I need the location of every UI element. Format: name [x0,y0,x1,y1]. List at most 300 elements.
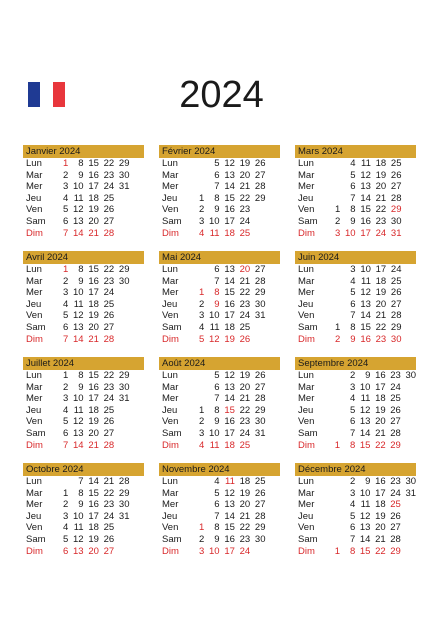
day-cell: 5 [63,310,69,322]
day-name-label: Mar [298,169,315,181]
day-cell [325,264,340,276]
day-cell: 31 [254,427,266,439]
day-cell: 19 [375,287,387,299]
day-cell [325,428,340,440]
day-cell [325,499,340,511]
day-cell: 1 [199,404,205,416]
day-cell: 23 [390,476,401,487]
day-cell: 30 [118,381,130,393]
week-day-row [23,382,144,394]
day-cell: 9 [78,275,84,287]
week-day-row [159,416,280,428]
week-day-row [23,534,144,546]
day-cell: 11 [360,393,371,405]
day-cell: 23 [103,169,115,181]
day-cell: 4 [63,404,69,416]
day-name-label: Sam [298,215,318,227]
day-cell: 9 [365,476,371,487]
day-cell [114,228,129,240]
day-cell: 3 [199,215,205,227]
day-cell: 4 [199,321,205,333]
day-cell: 23 [375,215,387,227]
week-day-row [295,334,416,346]
day-cell [325,416,340,428]
day-cell: 24 [239,310,251,322]
day-cell [250,322,265,334]
week-day-row [295,476,416,488]
day-cell: 22 [375,439,386,451]
day-cell: 14 [359,533,371,545]
day-cell: 1 [334,545,341,557]
day-cell [114,522,129,534]
day-cell: 9 [214,416,220,428]
day-cell: 8 [78,264,84,275]
day-cell: 22 [239,192,251,204]
day-cell: 27 [103,215,115,227]
day-cell: 13 [359,416,371,428]
day-cell: 23 [239,416,251,428]
day-cell: 1 [199,192,205,204]
day-cell: 19 [88,416,99,428]
day-cell: 14 [359,427,371,439]
day-cell: 4 [214,476,220,487]
day-cell: 9 [350,215,356,227]
month-block [23,463,144,557]
day-name-label: Lun [298,476,314,487]
day-name-label: Jeu [298,404,314,416]
day-cell: 28 [103,333,115,345]
day-cell: 7 [349,427,356,439]
day-cell: 1 [63,487,69,499]
week-day-row [159,334,280,346]
week-day-row [295,546,416,558]
day-cell: 8 [214,522,220,534]
month-block [159,251,280,345]
day-cell [250,440,265,452]
day-cell: 25 [103,298,115,310]
day-cell: 1 [63,370,69,381]
day-cell: 18 [88,522,99,534]
day-cell: 11 [209,321,220,333]
day-cell: 24 [103,287,115,299]
day-cell: 20 [239,169,251,181]
day-cell: 26 [254,487,266,499]
week-day-row [159,476,280,488]
day-cell: 19 [88,533,99,545]
day-cell: 9 [78,499,84,511]
day-cell: 5 [63,204,69,216]
day-cell: 25 [390,499,401,511]
day-cell: 4 [350,158,356,169]
day-cell: 30 [118,169,130,181]
day-cell: 15 [359,545,371,557]
day-name-label: Lun [298,264,314,275]
day-cell: 10 [209,215,220,227]
day-cell: 6 [63,215,69,227]
week-day-row [295,370,416,382]
day-name-label: Ven [298,416,315,428]
day-cell: 2 [63,381,69,393]
day-cell: 20 [375,416,386,428]
day-cell [250,334,265,346]
day-cell: 14 [224,393,235,405]
day-cell: 25 [390,158,402,169]
day-cell [401,405,416,417]
day-cell: 27 [254,499,266,511]
week-day-row [23,428,144,440]
day-cell [325,158,340,170]
day-cell: 26 [239,333,251,345]
day-name-label: Jeu [162,192,178,204]
day-cell: 28 [390,192,402,204]
day-name-label: Dim [26,439,43,451]
day-name-label: Dim [298,439,315,451]
week-day-row [295,488,416,500]
day-cell: 12 [224,158,235,169]
day-cell: 21 [375,192,387,204]
day-cell: 5 [214,487,220,499]
day-cell [250,216,265,228]
day-cell: 9 [350,333,356,345]
month-block [295,251,416,345]
day-cell: 21 [103,476,115,487]
day-name-label: Mer [26,393,43,405]
week-day-row [23,370,144,382]
day-cell: 9 [78,169,84,181]
day-name-label: Dim [162,439,179,451]
week-day-row [23,511,144,523]
day-cell [189,393,204,405]
day-cell [189,158,204,170]
day-cell: 3 [349,381,356,393]
month-block [295,463,416,557]
day-cell: 26 [390,404,401,416]
day-name-label: Ven [298,204,315,216]
day-cell: 31 [118,393,130,405]
day-cell: 2 [349,370,356,381]
day-name-label: Dim [162,227,179,239]
day-cell: 19 [239,487,251,499]
week-day-row [23,405,144,417]
day-cell: 18 [88,192,99,204]
day-name-label: Mer [162,287,179,299]
day-cell: 18 [375,275,387,287]
day-cell: 8 [214,404,220,416]
month-block [295,357,416,451]
week-day-row [295,511,416,523]
day-cell: 16 [224,416,235,428]
week-day-row [295,276,416,288]
day-cell: 26 [103,416,115,428]
day-cell: 5 [349,404,356,416]
day-name-label: Dim [162,545,179,557]
day-cell: 3 [63,287,69,299]
day-cell: 30 [118,499,130,511]
day-cell [114,193,129,205]
day-cell [401,440,416,452]
day-cell: 10 [360,264,371,275]
month-header: Mars 2024 [295,145,416,158]
day-cell: 24 [239,545,251,557]
day-cell [325,181,340,193]
day-cell: 16 [224,533,235,545]
day-cell: 18 [224,227,235,239]
day-cell: 1 [63,158,69,169]
day-cell: 3 [199,427,205,439]
day-cell: 10 [73,287,84,299]
day-cell: 20 [375,522,386,534]
day-name-label: Lun [26,370,42,381]
day-cell: 7 [63,333,69,345]
day-cell [325,511,340,523]
day-cell [325,488,340,500]
day-cell: 30 [390,333,402,345]
day-cell: 29 [118,370,130,381]
month-block [295,145,416,239]
day-cell: 3 [350,264,356,275]
day-cell: 31 [390,227,402,239]
week-day-row [295,181,416,193]
week-day-row [295,322,416,334]
day-cell: 8 [349,545,356,557]
day-cell: 16 [88,499,99,511]
week-day-row [295,393,416,405]
day-name-label: Mar [26,169,43,181]
day-cell: 6 [214,169,220,181]
week-day-row [23,228,144,240]
month-header: Juin 2024 [295,251,416,264]
day-cell: 10 [359,487,371,499]
week-day-row [23,276,144,288]
day-name-label: Lun [162,264,178,275]
day-cell: 7 [214,275,220,287]
week-day-row [23,193,144,205]
day-cell: 4 [63,522,69,534]
day-cell: 21 [88,333,99,345]
week-day-row [159,440,280,452]
day-cell: 17 [360,227,371,239]
day-cell: 29 [254,522,266,534]
day-cell: 21 [239,510,251,522]
day-name-label: Lun [26,158,42,169]
day-cell: 13 [224,169,235,181]
day-cell: 29 [118,158,130,169]
day-name-label: Ven [162,416,179,428]
week-day-row [295,310,416,322]
day-cell: 4 [349,499,356,511]
day-cell: 20 [88,321,99,333]
day-cell: 9 [365,370,371,381]
day-cell: 11 [361,275,371,287]
week-day-row [159,170,280,182]
day-cell: 27 [390,181,402,193]
day-cell: 15 [224,287,235,299]
week-day-row [23,546,144,558]
week-day-row [159,488,280,500]
day-cell: 12 [209,333,220,345]
day-cell [325,534,340,546]
day-cell [401,511,416,523]
day-cell: 29 [118,487,130,499]
day-cell: 12 [73,204,84,216]
day-cell: 26 [254,370,266,381]
week-day-row [159,393,280,405]
day-cell: 15 [88,370,99,381]
day-cell [114,405,129,417]
day-cell: 14 [360,192,371,204]
day-name-label: Mar [298,275,315,287]
day-cell: 26 [103,310,115,322]
day-cell: 18 [375,499,386,511]
month-header: Mai 2024 [159,251,280,264]
day-cell: 10 [359,381,371,393]
day-cell: 22 [103,158,115,169]
day-cell: 8 [78,487,84,499]
day-cell: 7 [78,476,84,487]
day-cell: 13 [73,427,84,439]
day-cell: 3 [199,310,205,322]
day-cell: 5 [349,510,356,522]
week-day-row [23,499,144,511]
day-cell: 27 [103,545,115,557]
day-cell: 12 [359,510,371,522]
day-cell: 24 [239,427,251,439]
week-day-row [159,299,280,311]
week-day-row [159,511,280,523]
day-cell [114,322,129,334]
day-cell: 23 [103,275,115,287]
day-cell: 16 [88,169,99,181]
day-cell: 7 [63,439,69,451]
day-name-label: Sam [162,321,182,333]
day-name-label: Jeu [298,510,314,522]
week-day-row [295,522,416,534]
day-cell: 20 [239,499,251,511]
day-cell: 20 [88,427,99,439]
day-cell [114,440,129,452]
week-day-row [23,322,144,334]
day-cell: 3 [63,181,69,193]
day-name-label: Lun [26,476,42,487]
day-cell: 16 [88,275,99,287]
day-cell: 15 [360,204,371,216]
day-cell: 17 [88,287,99,299]
day-cell: 12 [73,310,84,322]
day-cell: 17 [224,427,235,439]
day-name-label: Lun [162,476,178,487]
day-cell: 19 [239,158,251,169]
day-cell [53,476,68,488]
week-day-row [295,204,416,216]
month-header: Septembre 2024 [295,357,416,370]
day-cell: 16 [224,204,235,216]
day-cell: 28 [254,510,266,522]
day-cell: 11 [361,158,371,169]
day-name-label: Mer [298,393,315,405]
day-name-label: Sam [298,427,318,439]
day-cell: 13 [224,264,235,275]
day-cell: 3 [63,393,69,405]
day-cell: 10 [209,545,220,557]
day-cell: 31 [118,510,130,522]
day-name-label: Sam [26,321,46,333]
day-cell [189,382,204,394]
day-cell: 18 [224,321,235,333]
day-cell: 4 [63,298,69,310]
day-cell: 2 [63,169,69,181]
week-day-row [23,334,144,346]
day-cell: 8 [78,370,84,381]
day-cell: 19 [375,404,386,416]
day-name-label: Jeu [26,298,42,310]
day-cell: 13 [224,499,235,511]
month-header: Août 2024 [159,357,280,370]
day-cell: 29 [390,545,401,557]
day-cell: 2 [63,499,69,511]
day-cell: 27 [390,298,402,310]
day-cell: 15 [224,404,235,416]
day-name-label: Mer [26,181,43,193]
week-day-row [23,522,144,534]
day-cell [189,370,204,382]
day-name-label: Mer [162,181,179,193]
day-cell: 19 [88,204,99,216]
week-day-row [295,534,416,546]
day-cell [189,264,204,276]
day-cell: 17 [224,545,235,557]
day-name-label: Sam [298,533,318,545]
month-header: Octobre 2024 [23,463,144,476]
day-cell: 28 [103,439,115,451]
day-name-label: Sam [26,427,46,439]
day-cell: 30 [254,416,266,428]
day-name-label: Jeu [298,298,314,310]
day-cell: 29 [390,321,402,333]
month-header: Février 2024 [159,145,280,158]
month-header: Janvier 2024 [23,145,144,158]
day-cell [114,287,129,299]
week-day-row [159,181,280,193]
day-cell: 1 [63,264,69,275]
day-cell: 11 [73,522,84,534]
week-day-row [159,405,280,417]
day-cell: 7 [214,393,220,405]
day-cell: 24 [390,264,402,275]
month-block [159,145,280,239]
day-cell: 15 [359,439,371,451]
week-day-row [23,416,144,428]
day-cell: 12 [224,370,235,381]
day-cell: 28 [390,533,401,545]
day-cell: 12 [359,404,371,416]
week-day-row [23,440,144,452]
day-cell [189,170,204,182]
week-day-row [159,382,280,394]
day-cell [189,181,204,193]
day-cell: 17 [375,381,386,393]
day-cell: 8 [350,204,356,216]
day-cell: 11 [73,192,84,204]
day-cell: 24 [390,487,401,499]
day-cell: 11 [73,404,84,416]
day-cell: 13 [360,181,371,193]
day-cell: 14 [73,227,84,239]
day-cell: 25 [254,476,266,487]
day-cell: 30 [405,476,417,487]
day-cell: 6 [349,416,356,428]
day-cell: 15 [360,321,371,333]
day-cell: 28 [390,427,401,439]
